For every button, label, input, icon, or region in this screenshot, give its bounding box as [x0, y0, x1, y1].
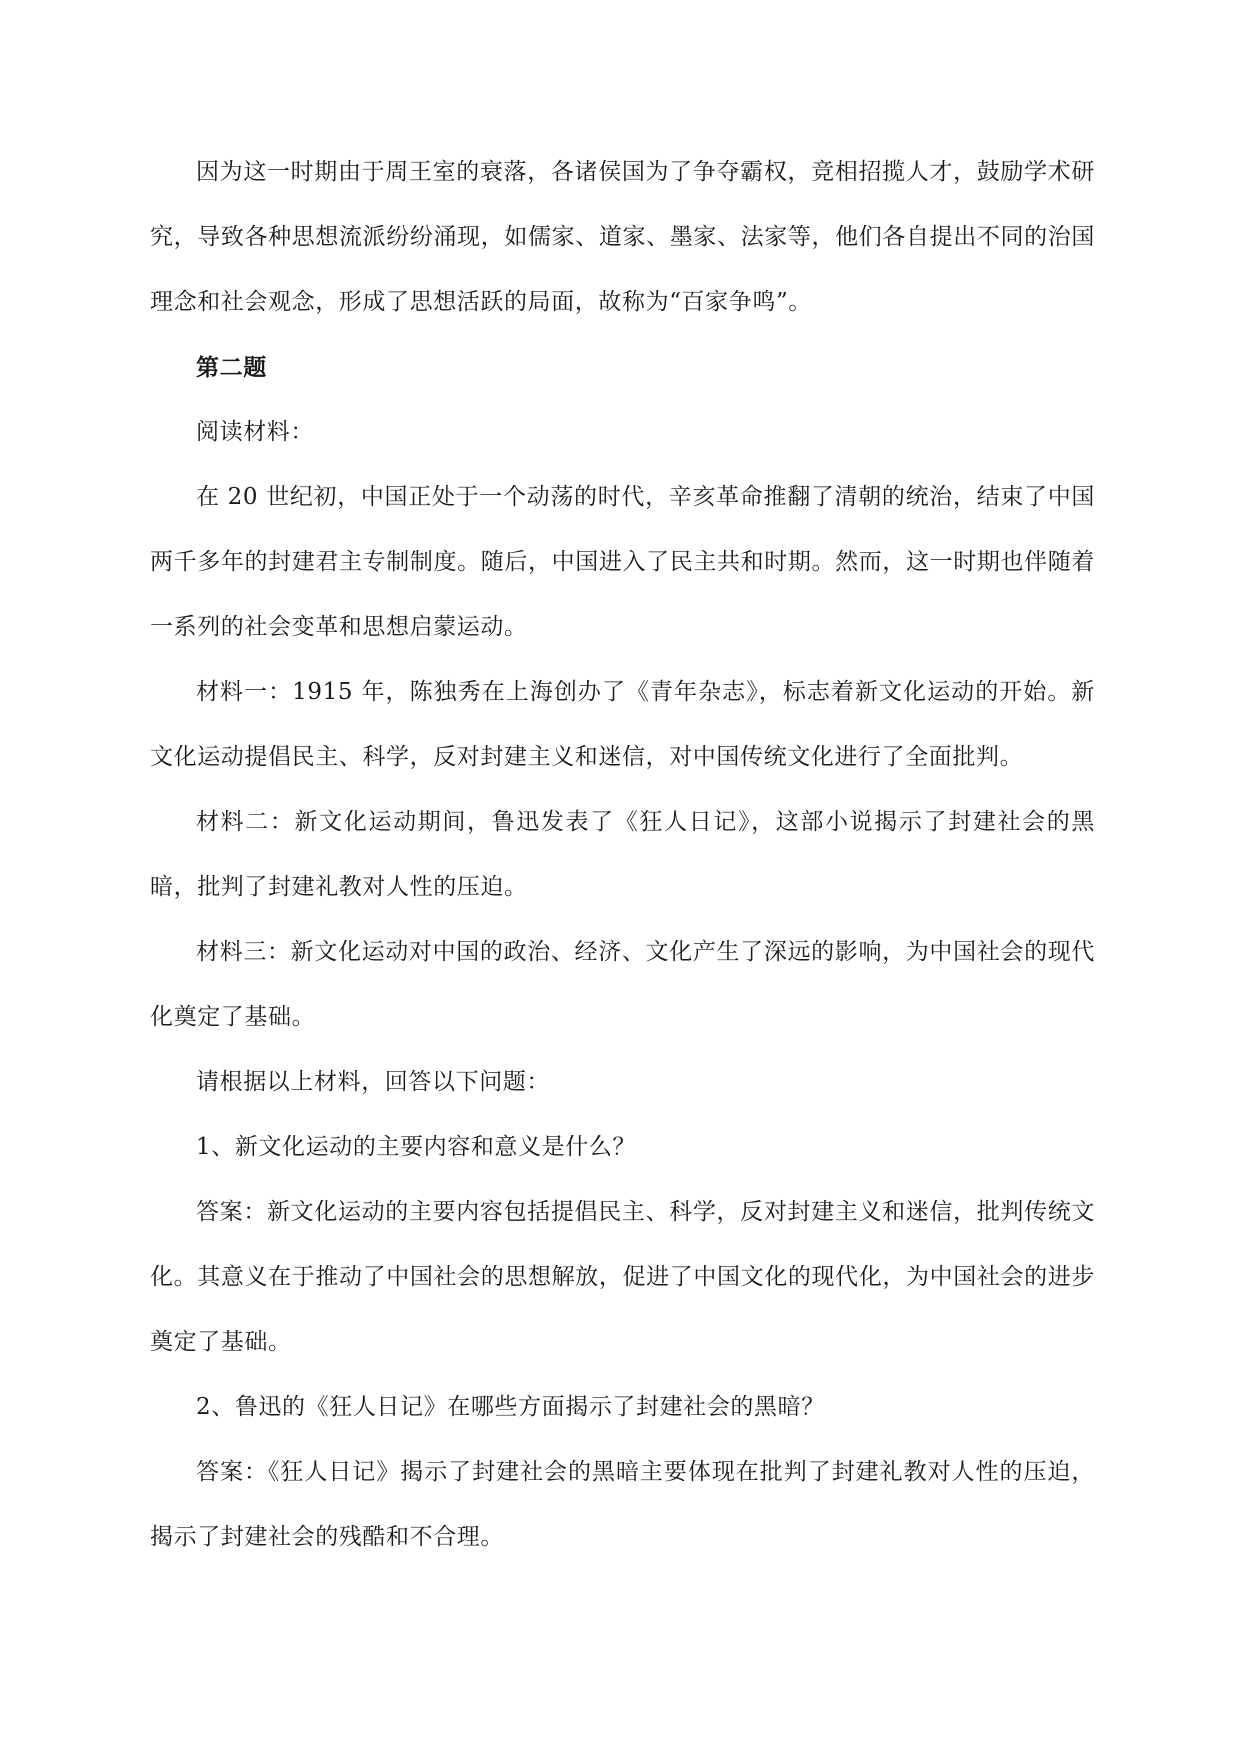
- document-page: [150, 140, 1095, 1570]
- answer-two: 答案：《狂人日记》揭示了封建社会的黑暗主要体现在批判了封建礼教对人性的压迫，揭示了封建社会的残酷和不合理。: [150, 1459, 1095, 1550]
- material-one: 材料一：1915 年，陈独秀在上海创办了《青年杂志》，标志着新文化运动的开始。新文化运动提倡民主、科学，反对封建主义和迷信，对中国传统文化进行了全面批判。: [150, 679, 1095, 770]
- material-two: 材料二：新文化运动期间，鲁迅发表了《狂人日记》，这部小说揭示了封建社会的黑暗，批判了封建礼教对人性的压迫。: [150, 809, 1095, 900]
- question-two: 2、鲁迅的《狂人日记》在哪些方面揭示了封建社会的黑暗？: [196, 1394, 825, 1420]
- material-three: 材料三：新文化运动对中国的政治、经济、文化产生了深远的影响，为中国社会的现代化奠定了基础。: [150, 939, 1095, 1030]
- reading-label: 阅读材料：: [196, 419, 314, 445]
- instruction: 请根据以上材料，回答以下问题：: [196, 1069, 550, 1095]
- answer-one: 答案：新文化运动的主要内容包括提倡民主、科学，反对封建主义和迷信，批判传统文化。其意义在于推动了中国社会的思想解放，促进了中国文化的现代化，为中国社会的进步奠定了基础。: [150, 1199, 1095, 1355]
- intro-paragraph: 因为这一时期由于周王室的衰落，各诸侯国为了争夺霸权，竞相招揽人才，鼓励学术研究，导致各种思想流派纷纷涌现，如儒家、道家、墨家、法家等，他们各自提出不同的治国理念和社会观念，形成了思想活跃的局面，故称为“百家争鸣”。: [150, 159, 1095, 315]
- section-heading: 第二题: [196, 354, 267, 381]
- background-paragraph: 在 20 世纪初，中国正处于一个动荡的时代，辛亥革命推翻了清朝的统治，结束了中国两千多年的封建君主专制制度。随后，中国进入了民主共和时期。然而，这一时期也伴随着一系列的社会变革和思想启蒙运动。: [150, 484, 1095, 640]
- question-one: 1、新文化运动的主要内容和意义是什么？: [196, 1134, 637, 1160]
